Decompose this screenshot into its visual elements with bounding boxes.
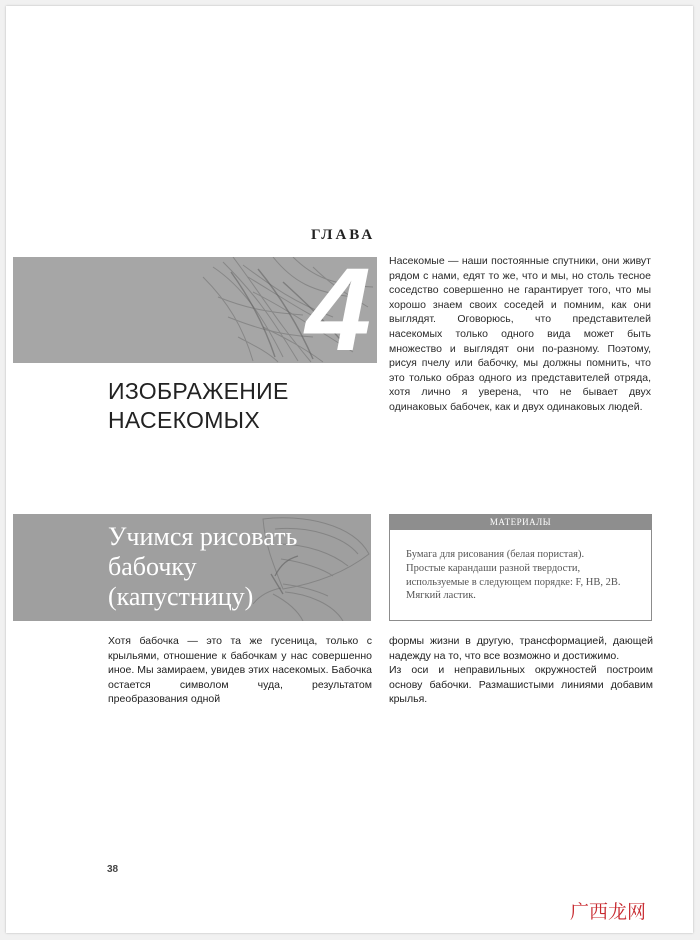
chapter-number: 4 <box>305 257 371 363</box>
book-page <box>6 6 693 933</box>
chapter-label: ГЛАВА <box>311 227 376 243</box>
body-text-right <box>389 634 653 707</box>
watermark-logo: 广西龙网 <box>570 901 647 923</box>
chapter-title-line: ИЗОБРАЖЕНИЕ <box>108 378 289 404</box>
body-text-left: Хотя бабочка — это та же гусеница, только с крыльями, отношение к бабочкам у нас совершенно иное. Мы замираем, увидев этих насекомых. Бабочка остается символом чуда, результатом преобразования одной <box>108 635 372 706</box>
materials-item: Простые карандаши разной твердости, используемые в следующем порядке: F, HB, 2B. <box>406 562 621 588</box>
materials-list <box>406 548 643 603</box>
materials-item: Бумага для рисования (белая пористая). <box>406 549 585 560</box>
page-number: 38 <box>107 864 119 875</box>
materials-box <box>389 514 652 621</box>
chapter-title <box>108 377 289 435</box>
body-paragraph: формы жизни в другую, трансформацией, дающей надежду на то, что все возможно и достижимо. <box>389 635 653 662</box>
section-title <box>108 522 297 612</box>
body-paragraph: Из оси и неправильных окружностей построим основу бабочки. Размашистыми линиями добавим крылья. <box>389 664 653 706</box>
chapter-intro-text: Насекомые — наши постоянные спутники, они живут рядом с нами, едят то же, что и мы, но столь тесное соседство совершенно не гарантирует того, что мы хорошо знаем своих соседей и помним, как они выглядят. Оговорюсь, что представителей насекомых только одного вида может быть множество и выглядят они по-разному. Поэтому, рисуя пчелу или бабочку, мы должны помнить, что это только образ одного из представителей отряда, хотя лично я уверена, что не бывает двух одинаковых бабочек, как и двух одинаковых людей. <box>389 255 651 413</box>
section-title-line: Учимся рисовать <box>108 522 298 551</box>
section-banner <box>13 514 371 621</box>
chapter-banner <box>13 257 377 363</box>
section-title-line: бабочку <box>108 552 197 581</box>
section-title-line: (капустницу) <box>108 582 254 611</box>
materials-item: Мягкий ластик. <box>406 590 476 602</box>
materials-header: МАТЕРИАЛЫ <box>390 515 651 530</box>
chapter-title-line: НАСЕКОМЫХ <box>108 407 260 433</box>
